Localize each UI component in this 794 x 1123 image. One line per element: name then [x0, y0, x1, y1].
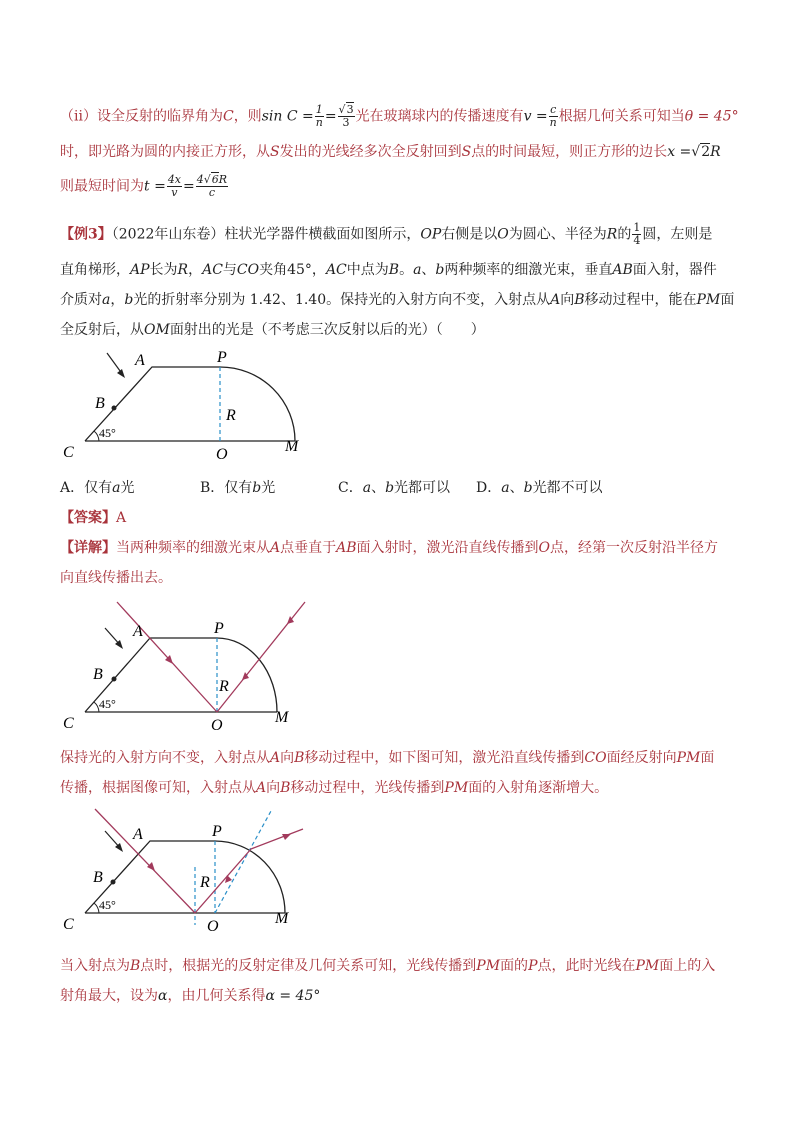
- var: b: [435, 262, 445, 278]
- label-B: B: [93, 666, 103, 683]
- detail-label: 【详解】: [60, 540, 116, 556]
- label-B: B: [93, 869, 103, 886]
- arrow-head: [117, 369, 125, 378]
- sqrt-2: 2: [701, 144, 711, 160]
- fraction-c-n: [549, 104, 558, 129]
- var: a: [102, 292, 111, 308]
- solution-ii-line-1: [60, 104, 740, 129]
- var: B: [294, 750, 305, 766]
- num: 3: [346, 103, 354, 116]
- den: 4: [633, 234, 641, 247]
- var: B: [130, 958, 141, 974]
- num-sqrt: 6: [211, 173, 219, 186]
- var: AC: [325, 262, 347, 278]
- text: 向直线传播出去。: [60, 570, 172, 586]
- point-B: [112, 677, 117, 682]
- text: 全反射后，从: [60, 322, 144, 338]
- text: 点的时间最短，则正方形的边长: [471, 144, 668, 160]
- text: 光在玻璃球内的传播速度有: [355, 108, 524, 125]
- text: 射角最大，设为: [60, 988, 158, 1004]
- quarter-arc: [220, 367, 295, 441]
- var: A: [270, 750, 281, 766]
- var: AP: [130, 262, 150, 278]
- text: 移动过程中，如下图可知，激光沿直线传播到: [304, 750, 585, 766]
- option-D[interactable]: D．a、b光都不可以: [476, 480, 603, 496]
- fraction-4x-v: [167, 174, 182, 199]
- den: 3: [342, 116, 350, 129]
- var: B: [388, 262, 400, 278]
- text: 的: [617, 226, 632, 243]
- text: 右侧是以: [441, 226, 498, 243]
- label-C: C: [63, 715, 74, 732]
- formula-sinC: sin C =: [261, 108, 314, 125]
- var: R: [606, 226, 618, 243]
- fraction-1-n: [315, 104, 324, 129]
- label-M: M: [275, 910, 289, 927]
- var: CO: [584, 750, 607, 766]
- fraction-1-4: [632, 222, 641, 247]
- var: OM: [144, 322, 170, 338]
- var: a: [413, 262, 422, 278]
- para2-line-1: [60, 748, 740, 768]
- label-R: R: [200, 874, 210, 891]
- label-C: C: [63, 444, 74, 461]
- solution-ii-line-2: 时，即光路为圆的内接正方形，从S发出的光线经多次全反射回到S点的时间最短，则正方形的边长x =√2R: [60, 144, 721, 160]
- var: PM: [696, 292, 721, 308]
- text: 传播，根据图像可知，入射点从: [60, 780, 256, 796]
- text: （ⅱ）设全反射的临界角为: [60, 108, 223, 125]
- equals: =: [324, 108, 337, 125]
- num: 4x: [167, 173, 182, 186]
- var: AC: [202, 262, 223, 278]
- text: 向: [280, 750, 295, 766]
- var-S: S: [461, 144, 472, 160]
- formula-x: x =: [667, 144, 692, 160]
- option-B[interactable]: B．仅有b光: [200, 480, 276, 496]
- text: 向: [560, 292, 575, 308]
- num-coef: 4: [196, 173, 204, 186]
- text: （2022年山东卷）柱状光学器件横截面如图所示，: [111, 226, 421, 243]
- label-angle: 45°: [99, 898, 116, 912]
- text: 面入射时，激光沿直线传播到: [356, 540, 539, 556]
- num: c: [550, 103, 557, 116]
- num: 1: [315, 103, 323, 116]
- label-R: R: [219, 678, 229, 695]
- text: 。: [399, 262, 414, 278]
- figure-3: [55, 805, 315, 940]
- var: O: [497, 226, 509, 243]
- text: 为圆心、半径为: [508, 226, 607, 243]
- formula-t: t =: [144, 178, 166, 195]
- text: 向: [266, 780, 281, 796]
- text: 中点为: [346, 262, 389, 278]
- text: ，: [188, 262, 203, 278]
- fraction-sqrt3-3: $\frac{√3}{3}$: [338, 103, 354, 129]
- den: c: [208, 186, 215, 199]
- text: 发出的光线经多次全反射回到: [279, 144, 462, 160]
- var: A: [270, 540, 281, 556]
- text: 圆，左则是: [642, 226, 713, 243]
- label-M: M: [275, 709, 289, 726]
- var: PM: [476, 958, 501, 974]
- answer-label: 【答案】: [60, 510, 116, 526]
- ray-arrow-2: [225, 875, 232, 883]
- answer-line: [60, 508, 740, 528]
- normal-at-PM: [215, 811, 271, 913]
- detail-line-1: [60, 538, 740, 558]
- text: 保持光的入射方向不变，入射点从: [60, 750, 270, 766]
- var: PM: [676, 750, 701, 766]
- text: 面的入射角逐渐增大。: [468, 780, 609, 796]
- text: 、: [421, 262, 436, 278]
- var: A: [256, 780, 267, 796]
- text: 移动过程中，能在: [584, 292, 697, 308]
- text: 面上的入: [659, 958, 716, 974]
- reflected-ray: [217, 602, 305, 712]
- text: 时，即光路为圆的内接正方形，从: [60, 144, 270, 160]
- var: B: [574, 292, 585, 308]
- text: 当两种频率的细激光束从: [116, 540, 270, 556]
- den: n: [315, 116, 323, 129]
- label-O: O: [207, 918, 219, 935]
- text: 根据几何关系可知当: [558, 108, 685, 125]
- label-O: O: [211, 717, 223, 734]
- var: AB: [612, 262, 633, 278]
- label-angle: 45°: [99, 426, 116, 440]
- label-M: M: [285, 438, 299, 455]
- label-A: A: [133, 826, 143, 843]
- label-B: B: [95, 395, 105, 412]
- point-B: [111, 880, 116, 885]
- fraction-4sqrt6R-c: $\frac{4√6R}{c}$: [196, 173, 228, 199]
- text: 则最短时间为: [60, 178, 144, 195]
- text: 面的: [500, 958, 529, 974]
- formula-v: v =: [523, 108, 548, 125]
- example-label: 【例3】: [60, 226, 112, 243]
- var-C: C: [222, 108, 234, 125]
- option-A[interactable]: A．仅有a光: [60, 480, 135, 496]
- formula-alpha: α = 45°: [265, 988, 321, 1004]
- text: 直角梯形，: [60, 262, 130, 278]
- var-R: R: [710, 144, 721, 160]
- formula-theta: θ = 45°: [684, 108, 739, 125]
- text: 夹角45°，: [259, 262, 326, 278]
- var: PM: [635, 958, 660, 974]
- figure-1: [55, 345, 315, 465]
- answer-value: A: [116, 510, 127, 526]
- text: 两种频率的细激光束，垂直: [444, 262, 613, 278]
- quarter-arc: [215, 841, 285, 913]
- text: 点时，根据光的反射定律及几何关系可知，光线传播到: [140, 958, 477, 974]
- incident-ray: [117, 602, 217, 712]
- text: 面入射，器件: [632, 262, 717, 278]
- detail-line-2: [60, 568, 740, 588]
- option-C[interactable]: C．a、b光都可以: [338, 480, 451, 496]
- text: 当入射点为: [60, 958, 130, 974]
- var: B: [280, 780, 291, 796]
- var-S: S: [270, 144, 280, 160]
- text: ，则: [233, 108, 262, 125]
- num: 1: [633, 221, 641, 234]
- example3-line-4: [60, 320, 740, 340]
- solution-ii-line-3: [60, 174, 740, 199]
- var: A: [550, 292, 561, 308]
- var: b: [124, 292, 134, 308]
- var: P: [528, 958, 538, 974]
- text: 面: [720, 292, 735, 308]
- den: v: [171, 186, 178, 199]
- var: OP: [420, 226, 442, 243]
- label-P: P: [214, 620, 224, 637]
- para2-line-2: [60, 778, 740, 798]
- label-A: A: [135, 352, 145, 369]
- label-P: P: [212, 823, 222, 840]
- label-P: P: [217, 349, 227, 366]
- text: 面经反射向: [606, 750, 677, 766]
- figure-2: [55, 598, 315, 738]
- point-B: [112, 406, 117, 411]
- text: 介质对: [60, 292, 102, 308]
- text: 面: [700, 750, 715, 766]
- para3-line-1: [60, 956, 740, 976]
- label-angle: 45°: [99, 697, 116, 711]
- para3-line-2: [60, 986, 740, 1006]
- example3-line-2: [60, 260, 740, 280]
- text: 面射出的光是（不考虑三次反射以后的光）（ ）: [169, 322, 485, 338]
- label-C: C: [63, 916, 74, 933]
- text: 点，经第一次反射沿半径方: [550, 540, 719, 556]
- text: 长为: [149, 262, 178, 278]
- var: AB: [336, 540, 357, 556]
- var: R: [177, 262, 189, 278]
- text: 与: [222, 262, 237, 278]
- var-alpha: α: [158, 988, 168, 1004]
- text: ，由几何关系得: [167, 988, 266, 1004]
- den: n: [549, 116, 557, 129]
- var: O: [538, 540, 551, 556]
- text: 点，此时光线在: [537, 958, 636, 974]
- label-A: A: [133, 623, 143, 640]
- text: 点垂直于: [280, 540, 337, 556]
- var: PM: [444, 780, 469, 796]
- num-R: R: [218, 173, 228, 186]
- ray-arrow-1: [147, 862, 155, 871]
- text: 移动过程中，光线传播到: [290, 780, 445, 796]
- example3-line-3: [60, 290, 740, 310]
- equals: =: [183, 178, 195, 195]
- text: 光的折射率分别为 1.42、1.40。保持光的入射方向不变，入射点从: [133, 292, 551, 308]
- example3-line-1: [60, 222, 740, 247]
- text: ，: [110, 292, 125, 308]
- label-R: R: [226, 407, 236, 424]
- label-O: O: [216, 446, 228, 463]
- var: CO: [236, 262, 260, 278]
